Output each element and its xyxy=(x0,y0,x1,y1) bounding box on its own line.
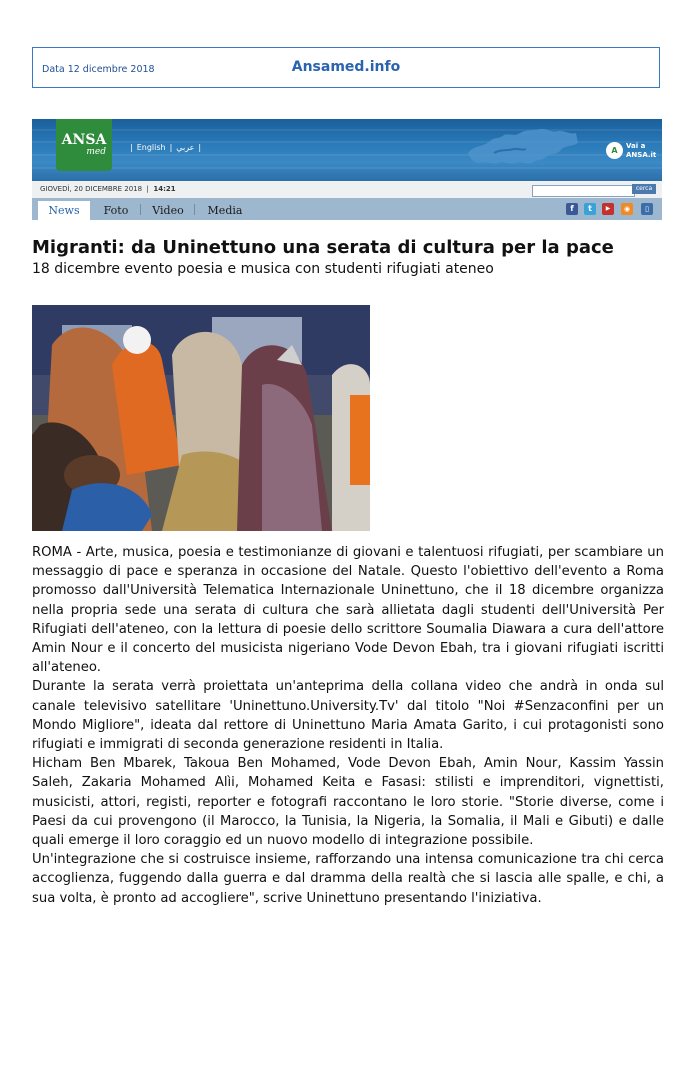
youtube-icon[interactable]: ▶ xyxy=(602,203,614,215)
language-switcher: | English | عربي | xyxy=(130,143,202,152)
article-paragraph: Hicham Ben Mbarek, Takoua Ben Mohamed, Vode Devon Ebah, Amin Nour, Kassim Yassin Saleh, Zakaria Mohamed Alìi, Mohamed Keita e Fasasi: stilisti e imprenditori, vignettisti, musicisti, attori, registi, reporter e fotografi raccontano le loro storie. "Storie diverse, come i Paesi da cui provengono (il Marocco, la Tunisia, la Nigeria, la Somalia, il Mali e Gibuti) e dalle quali emerge il loro coraggio ed un nuovo modello di integrazione possibile. xyxy=(32,756,664,849)
article-title: Migranti: da Uninettuno una serata di cultura per la pace xyxy=(32,237,614,258)
refugees-photo xyxy=(32,305,370,531)
facebook-icon[interactable]: f xyxy=(566,203,578,215)
ansamed-logo[interactable] xyxy=(56,119,112,171)
clipping-date: Data 12 dicembre 2018 xyxy=(42,64,155,75)
tab-video[interactable]: Video xyxy=(152,204,184,217)
article-paragraph: Un'integrazione che si costruisce insieme, rafforzando una intensa comunicazione tra chi cerca accoglienza, fuggendo dalla guerra e dal dramma della realtà che si lascia alle spalle, e chi, a sua volta, è pronto ad accogliere", scrive Uninettuno presentando l'iniziativa. xyxy=(32,852,664,906)
ansamed-banner xyxy=(32,119,662,220)
banner-datetime: GIOVEDÌ, 20 DICEMBRE 2018 | 14:21 xyxy=(40,185,176,193)
article-subtitle: 18 dicembre evento poesia e musica con studenti rifugiati ateneo xyxy=(32,261,494,277)
tab-media[interactable]: Media xyxy=(207,204,243,217)
search-input[interactable] xyxy=(532,185,635,197)
article-paragraph: Durante la serata verrà proiettata un'anteprima della collana video che andrà in onda sul canale televisivo satellitare 'Uninettuno.University.Tv' dal titolo "Noi #Senzaconfini per un Mondo Migliore", ideata dal rettore di Uninettuno Maria Amata Garito, i cui protagonisti sono rifugiati e immigrati di seconda generazione residenti in Italia. xyxy=(32,679,664,753)
rss-icon[interactable]: ◉ xyxy=(621,203,633,215)
tab-news[interactable]: News xyxy=(38,201,90,220)
section-tabs xyxy=(32,198,662,220)
mobile-icon[interactable]: ▯ xyxy=(641,203,653,215)
banner-date-search-bar xyxy=(32,181,662,198)
clipping-header xyxy=(32,47,660,88)
tab-foto[interactable]: Foto xyxy=(103,204,129,217)
article-body xyxy=(32,543,664,908)
article-photo xyxy=(32,305,370,531)
article-paragraph: ROMA - Arte, musica, poesia e testimonianze di giovani e talentuosi rifugiati, per scambiare un messaggio di pace e speranza in occasione del Natale. Questo l'obiettivo dell'evento a Roma promosso dall'Università Telematica Internazionale Uninettuno, che il 18 dicembre organizza nella propria sede una serata di cultura che sarà allietata dagli studenti dell'Università Per Rifugiati dell'ateneo, con la lettura di poesie dello scrittore Soumalia Diawara a cura dell'attore Amin Nour e il concerto del musicista nigeriano Vode Devon Ebah, tra i giovani rifugiati iscritti all'ateneo. xyxy=(32,545,664,676)
lang-english-link[interactable]: English xyxy=(136,143,166,152)
ansa-it-label: ANSA.it xyxy=(626,151,657,159)
search-button[interactable]: cerca xyxy=(632,184,656,194)
lang-arabic-link[interactable]: عربي xyxy=(176,143,195,152)
logo-ansa-text: ANSA xyxy=(61,132,107,148)
mediterranean-map-icon xyxy=(464,123,582,173)
logo-med-text: med xyxy=(86,147,106,157)
ansa-it-icon: A xyxy=(606,142,623,159)
twitter-icon[interactable]: t xyxy=(584,203,596,215)
source-site-link[interactable]: Ansamed.info xyxy=(291,59,401,75)
vai-ansa-link[interactable] xyxy=(606,141,658,163)
banner-sea-background xyxy=(32,119,662,181)
vai-label: Vai a xyxy=(626,142,646,150)
